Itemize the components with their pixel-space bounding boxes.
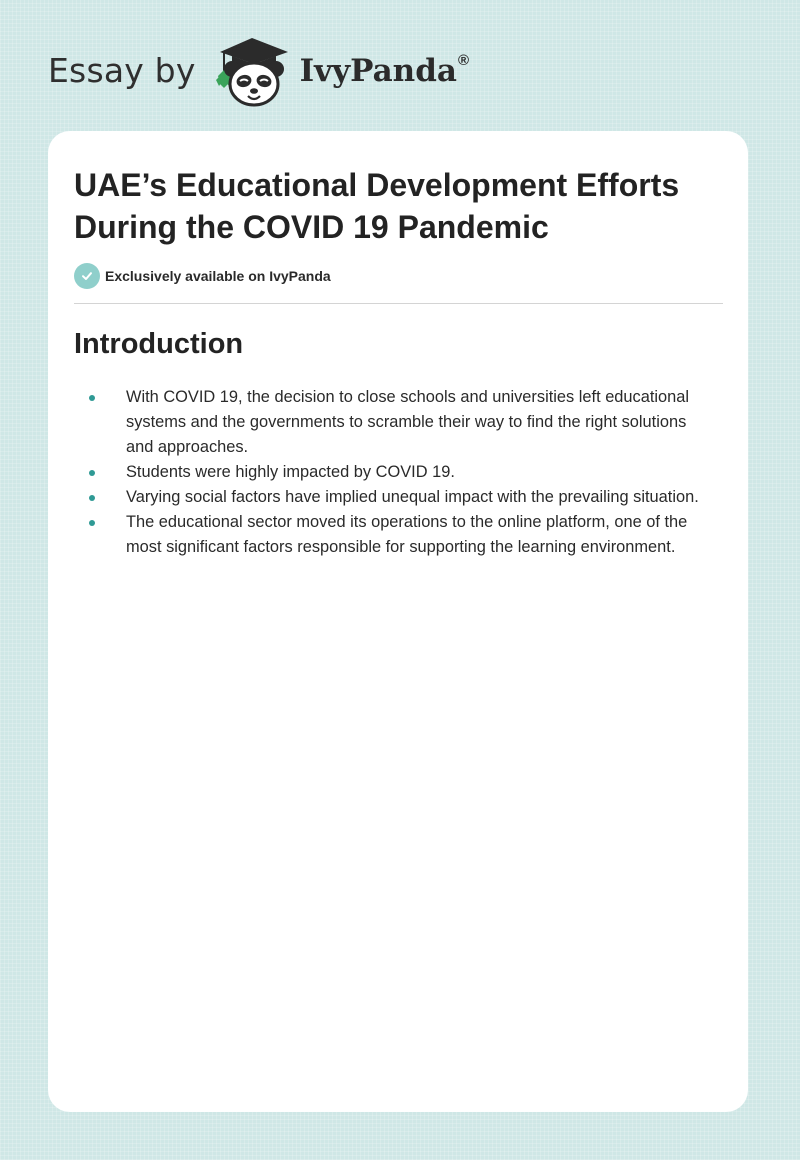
site-header [48, 36, 469, 108]
bullet-text: Varying social factors have implied unequal impact with the prevailing situation. [126, 488, 699, 506]
ivypanda-wordmark[interactable] [300, 53, 469, 89]
panda-graduate-icon[interactable] [210, 36, 296, 108]
essay-title: UAE’s Educational Development Efforts During the COVID 19 Pandemic [74, 167, 680, 245]
bullet-text: The educational sector moved its operations to the online platform, one of the most significant factors responsible for supporting the learning environment. [126, 513, 688, 556]
list-item [48, 460, 748, 485]
exclusive-label: Exclusively available on IvyPanda [105, 268, 331, 284]
bullet-dot-icon [89, 520, 95, 526]
section-heading: Introduction [74, 328, 244, 360]
essay-card [48, 131, 748, 1112]
essay-by-label: Essay by [48, 50, 196, 90]
bullet-dot-icon [89, 395, 95, 401]
bullet-list [48, 385, 748, 560]
exclusive-badge [74, 263, 331, 289]
list-item [48, 385, 748, 460]
bullet-text: With COVID 19, the decision to close schools and universities left educational systems and the governments to scramble their way to find the right solutions and approaches. [126, 388, 690, 456]
bullet-text: Students were highly impacted by COVID 19. [126, 463, 455, 481]
check-icon [74, 263, 100, 289]
list-item [48, 510, 748, 560]
brand-name: IvyPanda [299, 53, 457, 89]
bullet-dot-icon [89, 495, 95, 501]
list-item [48, 485, 748, 510]
bullet-dot-icon [89, 470, 95, 476]
registered-mark: ® [457, 52, 470, 69]
title-divider [74, 303, 723, 304]
